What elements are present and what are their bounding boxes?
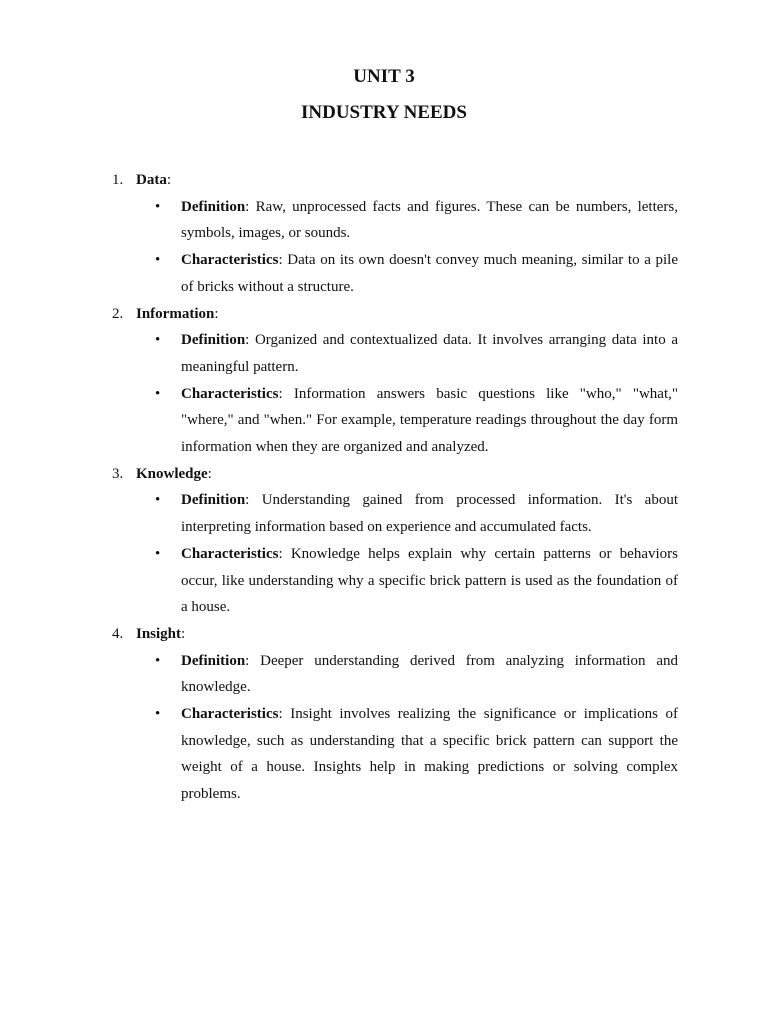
bullet-label: Definition [181, 492, 246, 509]
bullet-item [0, 487, 678, 540]
unit-title: UNIT 3 [353, 66, 415, 87]
section-heading [0, 461, 768, 488]
page-title: INDUSTRY NEEDS [301, 102, 467, 123]
bullet-text: : Information answers basic questions like "who," "what," "where," and "when." For example, temperature readings throughout the day form information when they are organized and analyzed. [181, 385, 678, 455]
bullet-text: : Deeper understanding derived from analyzing information and knowledge. [181, 652, 678, 696]
bullet-icon: • [155, 652, 161, 669]
section-title-text: Insight [136, 625, 182, 642]
list-item-information [0, 301, 768, 461]
section-heading [0, 301, 768, 328]
bullet-item [0, 194, 678, 247]
bullet-icon: • [155, 198, 161, 215]
bullet-text: : Understanding gained from processed information. It's about interpreting information based on experience and accumulated facts. [181, 492, 678, 536]
bullet-icon: • [155, 545, 161, 562]
section-title-text: Information [136, 305, 215, 322]
section-number: 3. [112, 465, 124, 482]
bullet-label: Definition [181, 198, 246, 215]
bullet-label: Characteristics [181, 545, 279, 562]
list-item-insight [0, 621, 768, 808]
bullet-text: : Organized and contextualized data. It involves arranging data into a meaningful pattern. [181, 332, 678, 375]
bullet-icon: • [155, 332, 161, 349]
bullet-icon: • [155, 252, 161, 269]
bullet-item [0, 381, 678, 461]
bullet-label: Definition [181, 652, 246, 669]
section-colon: : [181, 625, 186, 642]
bullet-text: : Insight involves realizing the significance or implications of knowledge, such as understanding that a specific brick pattern can support the weight of a house. Insights help in making predictions or solving complex problems. [181, 706, 678, 803]
bullet-label: Characteristics [181, 706, 279, 722]
bullet-label: Characteristics [181, 252, 279, 269]
bullet-text: : Knowledge helps explain why certain patterns or behaviors occur, like understanding why a specific brick pattern is used as the foundation of a house. [181, 545, 678, 616]
bullet-label: Definition [181, 332, 246, 349]
section-number: 1. [112, 172, 124, 188]
bullet-item [0, 648, 678, 701]
section-colon: : [214, 305, 219, 322]
section-heading [0, 167, 768, 194]
bullet-text: : Data on its own doesn't convey much meaning, similar to a pile of bricks without a structure. [181, 252, 678, 295]
section-number: 4. [112, 625, 124, 642]
list-item-knowledge [0, 461, 768, 621]
bullet-item [0, 247, 678, 300]
bullet-icon: • [155, 706, 161, 722]
section-title [136, 301, 219, 328]
section-title-text: Knowledge [136, 465, 208, 482]
bullet-icon: • [155, 385, 161, 402]
section-heading [0, 621, 768, 648]
section-colon: : [207, 465, 212, 482]
bullet-item [0, 701, 678, 808]
numbered-list [0, 167, 768, 808]
section-title [136, 167, 171, 194]
section-title [136, 621, 185, 648]
section-colon: : [166, 172, 171, 188]
bullet-item [0, 541, 678, 621]
section-title-text: Data [136, 172, 167, 188]
section-number: 2. [112, 305, 124, 322]
bullet-text: : Raw, unprocessed facts and figures. These can be numbers, letters, symbols, images, or sounds. [181, 198, 678, 242]
list-item-data [0, 167, 768, 301]
section-title [136, 461, 212, 488]
bullet-label: Characteristics [181, 385, 279, 402]
bullet-icon: • [155, 492, 161, 509]
bullet-item [0, 327, 678, 380]
